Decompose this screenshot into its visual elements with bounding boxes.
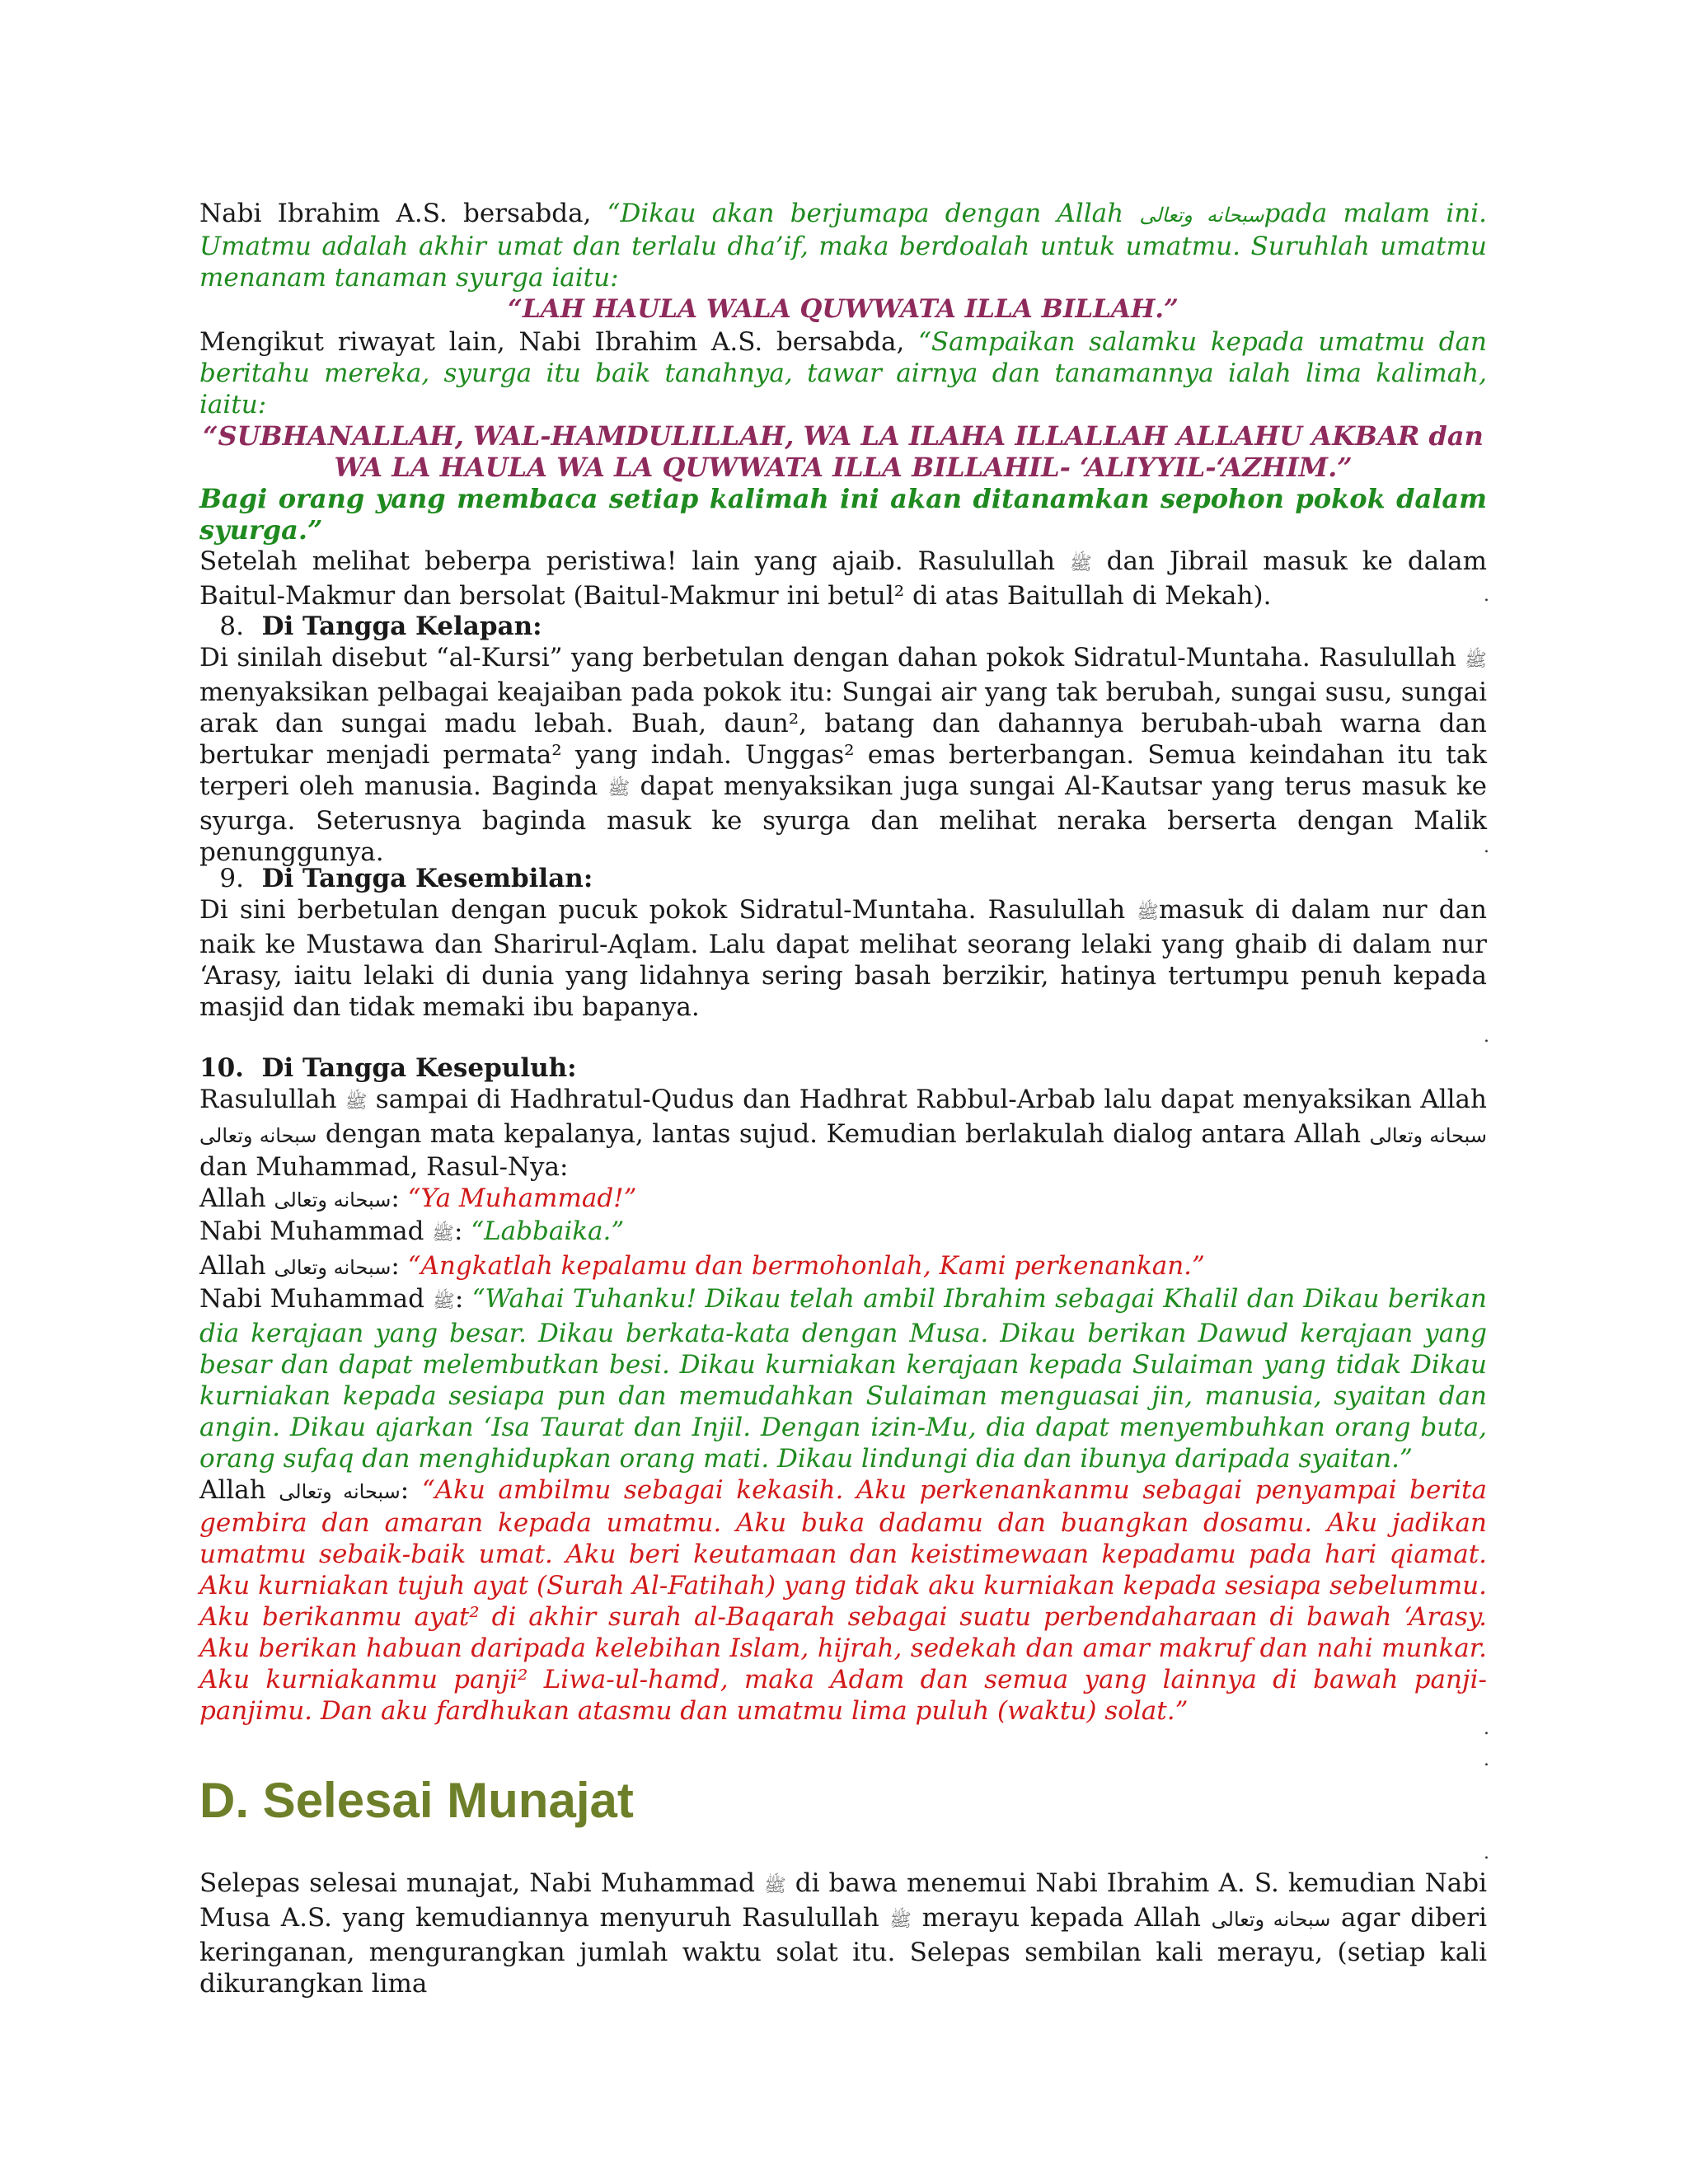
section-10-text-2: sampai di Hadhratul-Qudus dan Hadhrat Rabbul-Arbab lalu dapat menyaksikan Allah — [367, 1085, 1487, 1114]
speaker-allah: Allah — [199, 1251, 274, 1281]
section-9-number: 9. — [219, 864, 244, 893]
dialog-nabi-2: “Wahai Tuhanku! Dikau telah ambil Ibrahim sebagai Khalil dan Dikau berikan dia kerajaan yang besar. Dikau berkata-kata dengan Musa. Dikau berikan Dawud kerajaan yang besar dan dapat melembutkan besi. Dikau kurniakan kerajaan kepada Sulaiman yang tidak Dikau kurniakan kepada sesiapa pun dan memudahkan Sulaiman menguasai jin, manusia, syaitan dan angin. Dikau ajarkan ‘Isa Taurat dan Injil. Dengan izin-Mu, dia dapat menyembuhkan orang buta, orang sufaq dan menghidupkan orang mati. Dikau lindungi dia dan ibunya daripada syaitan.” — [199, 1284, 1487, 1474]
section-8-number: 8. — [219, 612, 244, 641]
zikir-hauqalah: “LAH HAULA WALA QUWWATA ILLA BILLAH.” — [508, 294, 1179, 324]
colon: : — [391, 1251, 408, 1281]
closing-paragraph — [199, 1868, 1487, 1999]
section-9-text-2: masuk di dalam nur dan naik ke Mustawa dan Sharirul-Aqlam. Lalu dapat melihat seorang lelaki yang ghaib di dalam nur ‘Arasy, iaitu lelaki di dunia yang lidahnya sering basah berzikir, hatinya tertumpu penuh kepada masjid dan tidak memaki ibu bapanya. — [199, 895, 1487, 1022]
baitul-makmur-paragraph — [199, 546, 1487, 612]
ibrahim-paragraph — [199, 198, 1487, 293]
page-dot: . — [1484, 1750, 1489, 1770]
colon: : — [453, 1216, 471, 1246]
baitul-makmur-text-1: Setelah melihat beberpa peristiwa! lain yang ajaib. Rasulullah — [199, 546, 1071, 576]
section-10-text-4: dan Muhammad, Rasul-Nya: — [199, 1152, 569, 1182]
swt-arabic: سبحانه وتعالى — [1211, 1908, 1331, 1931]
closing-text-3: merayu kepada Allah — [911, 1903, 1212, 1933]
swt-arabic: سبحانه وتعالى — [199, 1124, 317, 1147]
swt-arabic: سبحانه وتعالى — [1139, 204, 1264, 227]
section-8-body — [199, 642, 1487, 868]
dialog-line-3 — [199, 1250, 1487, 1283]
riwayat-intro: Mengikut riwayat lain, Nabi Ibrahim A.S. bersabda, — [199, 327, 919, 357]
saw-symbol: ﷺ — [607, 779, 631, 799]
dialog-allah-2: “Angkatlah kepalamu dan bermohonlah, Kami perkenankan.” — [407, 1251, 1205, 1281]
dialog-allah-1: “Ya Muhammad!” — [407, 1183, 637, 1213]
speaker-nabi: Nabi Muhammad — [199, 1216, 433, 1246]
ibrahim-intro-text: Nabi Ibrahim A.S. bersabda, — [199, 199, 607, 228]
ibrahim-quote-start: “Dikau akan berjumapa dengan Allah — [607, 199, 1140, 228]
dialog-line-1 — [199, 1183, 1487, 1216]
ibrahim-quote-rest: pada malam ini. Umatmu adalah akhir umat dan terlalu dha’if, maka berdoalah untuk umatmu. Suruhlah umatmu menanam tanaman syurga iaitu: — [199, 199, 1488, 293]
closing-block — [199, 1868, 1487, 1999]
colon: : — [391, 1183, 408, 1213]
section-10-body — [199, 1084, 1487, 1183]
swt-arabic: سبحانه وتعالى — [274, 1188, 392, 1212]
saw-symbol: ﷺ — [433, 1291, 455, 1312]
speaker-nabi: Nabi Muhammad — [199, 1284, 434, 1314]
section-8-title: Di Tangga Kelapan: — [261, 612, 542, 641]
riwayat-quote: “Sampaikan salamku kepada umatmu dan beritahu mereka, syurga itu baik tanahnya, tawar airnya dan tanamannya ialah lima kalimah, iaitu: — [199, 327, 1487, 419]
dialog-allah-3: “Aku ambilmu sebagai kekasih. Aku perkenankanmu sebagai penyampai berita gembira dan amaran kepada umatmu. Aku buka dadamu dan buangkan dosamu. Aku jadikan umatmu sebaik-baik umat. Aku beri keutamaan dan keistimewaan kepadamu pada hari qiamat. Aku kurniakan tujuh ayat (Surah Al-Fatihah) yang tidak aku kurniakan kepada sesiapa sebelummu. Aku berikanmu ayat² di akhir surah al-Baqarah sebagai suatu perbendaharaan di bawah ‘Arasy. Aku berikan habuan daripada kelebihan Islam, hijrah, sedekah dan amar makruf dan nahi munkar. Aku kurniakanmu panji² Liwa-ul-hamd, maka Adam dan semua yang lainnya di bawah panji-panjimu. Dan aku fardhukan atasmu dan umatmu lima puluh (waktu) solat.” — [199, 1475, 1487, 1726]
section-10-text-3: dengan mata kepalanya, lantas sujud. Kemudian berlakulah dialog antara Allah — [316, 1119, 1370, 1149]
saw-symbol: ﷺ — [345, 1092, 368, 1113]
page-dot: . — [1484, 585, 1489, 606]
zikir-five-kalimah: “SUBHANALLAH, WAL-HAMDULILLAH, WA LA ILAHA ILLALLAH ALLAHU AKBAR dan WA LA HAULA WA LA QUWWATA ILLA BILLAHIL- ‘ALIYYIL-‘AZHIM.” — [203, 420, 1484, 483]
swt-arabic: سبحانه وتعالى — [274, 1256, 392, 1279]
section-8 — [199, 611, 1487, 868]
ibrahim-advice-block — [199, 198, 1487, 325]
riwayat-paragraph — [199, 326, 1487, 420]
section-9-heading — [199, 863, 1487, 894]
swt-arabic: سبحانه وتعالى — [1369, 1124, 1487, 1147]
page-dot: . — [1484, 1026, 1489, 1047]
swt-arabic: سبحانه وتعالى — [279, 1480, 401, 1503]
saw-symbol: ﷺ — [764, 1876, 786, 1896]
dialog-line-2 — [199, 1216, 1487, 1250]
dialog-line-4 — [199, 1283, 1487, 1474]
section-8-text-3: dapat menyaksikan juga sungai Al-Kautsar yang terus masuk ke syurga. Seterusnya baginda masuk ke syurga dan melihat neraka berserta dengan Malik penunggunya. — [199, 771, 1487, 867]
closing-text-4: agar diberi keringanan, mengurangkan jumlah waktu solat itu. Selepas sembilan kali merayu, (setiap kali dikurangkan lima — [199, 1903, 1487, 1999]
section-8-heading — [199, 611, 1487, 642]
saw-symbol: ﷺ — [1137, 902, 1159, 923]
page-dot: . — [1484, 1718, 1489, 1739]
syurga-tree-statement: Bagi orang yang membaca setiap kalimah ini akan ditanamkan sepohon pokok dalam syurga.” — [199, 483, 1487, 546]
section-10-text-1: Rasulullah — [199, 1085, 345, 1114]
riwayat-lain-block — [199, 326, 1487, 612]
closing-text-1: Selepas selesai munajat, Nabi Muhammad — [199, 1868, 765, 1898]
saw-symbol: ﷺ — [1070, 554, 1092, 574]
dialog-nabi-1: “Labbaika.” — [471, 1216, 625, 1246]
section-10-number: 10. — [199, 1053, 244, 1083]
page-dot: . — [1484, 837, 1489, 857]
section-8-text-1: Di sinilah disebut “al-Kursi” yang berbetulan dengan dahan pokok Sidratul-Muntaha. Rasulullah — [199, 643, 1465, 673]
section-9-title: Di Tangga Kesembilan: — [261, 864, 593, 893]
saw-symbol: ﷺ — [1465, 650, 1487, 671]
section-9-body — [199, 894, 1487, 1023]
section-8-text-2: menyaksikan pelbagai keajaiban pada pokok itu: Sungai air yang tak berubah, sungai susu, sungai arak dan sungai madu lebah. Buah, daun², batang dan dahannya berubah-ubah warna dan bertukar menjadi permata² yang indah. Unggas² emas berterbangan. Semua keindahan itu tak terperi oleh manusia. Baginda — [199, 677, 1487, 801]
section-10-title: Di Tangga Kesepuluh: — [261, 1053, 577, 1083]
saw-symbol: ﷺ — [432, 1224, 454, 1244]
colon: : — [454, 1284, 472, 1314]
closing-text-2: di bawa menemui Nabi Ibrahim A. S. kemudian Nabi Musa A.S. yang kemudiannya menyuruh Rasulullah — [199, 1868, 1487, 1933]
section-10-heading — [199, 1052, 1487, 1084]
colon: : — [400, 1475, 422, 1505]
section-9-text-1: Di sini berbetulan dengan pucuk pokok Sidratul-Muntaha. Rasulullah — [199, 895, 1137, 925]
section-9 — [199, 863, 1487, 1023]
speaker-allah: Allah — [199, 1475, 279, 1505]
baitul-makmur-text-2: dan Jibrail masuk ke dalam Baitul-Makmur dan bersolat (Baitul-Makmur ini betul² di atas Baitullah di Mekah). — [199, 546, 1488, 611]
section-10 — [199, 1052, 1487, 1727]
heading-selesai-munajat: D. Selesai Munajat — [199, 1773, 634, 1828]
page-dot: . — [1484, 1843, 1489, 1863]
saw-symbol: ﷺ — [889, 1910, 912, 1931]
dialog-line-5 — [199, 1474, 1487, 1727]
speaker-allah: Allah — [199, 1183, 274, 1213]
